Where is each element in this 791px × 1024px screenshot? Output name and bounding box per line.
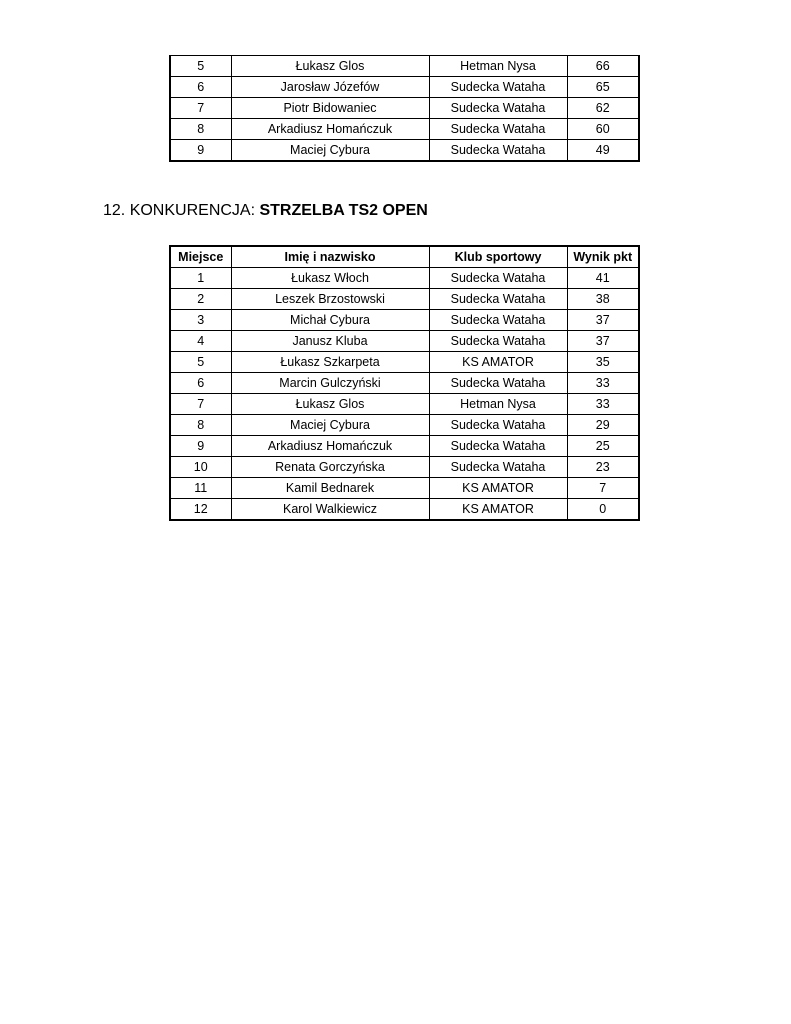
name-cell: Leszek Brzostowski — [231, 289, 429, 310]
name-cell: Łukasz Glos — [231, 394, 429, 415]
club-cell: KS AMATOR — [429, 499, 567, 521]
results-table-body — [170, 268, 639, 521]
place-cell: 9 — [170, 140, 231, 162]
club-cell: Sudecka Wataha — [429, 268, 567, 289]
score-cell: 65 — [567, 77, 639, 98]
section-title — [103, 201, 428, 221]
name-cell: Kamil Bednarek — [231, 478, 429, 499]
header-score: Wynik pkt — [567, 246, 639, 268]
header-club: Klub sportowy — [429, 246, 567, 268]
score-cell: 33 — [567, 394, 639, 415]
table-row — [170, 415, 639, 436]
club-cell: Sudecka Wataha — [429, 310, 567, 331]
club-cell: KS AMATOR — [429, 352, 567, 373]
club-cell: Sudecka Wataha — [429, 415, 567, 436]
score-cell: 23 — [567, 457, 639, 478]
place-cell: 6 — [170, 373, 231, 394]
name-cell: Karol Walkiewicz — [231, 499, 429, 521]
table-row — [170, 499, 639, 521]
score-cell: 35 — [567, 352, 639, 373]
score-cell: 38 — [567, 289, 639, 310]
results-table-previous — [169, 55, 640, 162]
header-name: Imię i nazwisko — [231, 246, 429, 268]
table-row — [170, 140, 639, 162]
score-cell: 25 — [567, 436, 639, 457]
section-title-competition: STRZELBA TS2 OPEN — [259, 202, 428, 219]
club-cell: Sudecka Wataha — [429, 436, 567, 457]
club-cell: Sudecka Wataha — [429, 331, 567, 352]
table-row — [170, 98, 639, 119]
place-cell: 8 — [170, 119, 231, 140]
name-cell: Arkadiusz Homańczuk — [231, 119, 429, 140]
header-place: Miejsce — [170, 246, 231, 268]
club-cell: Sudecka Wataha — [429, 289, 567, 310]
results-table — [169, 245, 640, 521]
table-row — [170, 436, 639, 457]
score-cell: 60 — [567, 119, 639, 140]
name-cell: Jarosław Józefów — [231, 77, 429, 98]
place-cell: 8 — [170, 415, 231, 436]
results-table-header — [170, 246, 639, 268]
score-cell: 62 — [567, 98, 639, 119]
name-cell: Arkadiusz Homańczuk — [231, 436, 429, 457]
name-cell: Maciej Cybura — [231, 415, 429, 436]
score-cell: 0 — [567, 499, 639, 521]
club-cell: Sudecka Wataha — [429, 373, 567, 394]
place-cell: 11 — [170, 478, 231, 499]
club-cell: Sudecka Wataha — [429, 77, 567, 98]
place-cell: 10 — [170, 457, 231, 478]
table-row — [170, 394, 639, 415]
table-row — [170, 310, 639, 331]
place-cell: 1 — [170, 268, 231, 289]
club-cell: Hetman Nysa — [429, 394, 567, 415]
club-cell: Sudecka Wataha — [429, 140, 567, 162]
table-row — [170, 457, 639, 478]
table-row — [170, 77, 639, 98]
name-cell: Piotr Bidowaniec — [231, 98, 429, 119]
score-cell: 7 — [567, 478, 639, 499]
club-cell: Sudecka Wataha — [429, 457, 567, 478]
name-cell: Janusz Kluba — [231, 331, 429, 352]
place-cell: 6 — [170, 77, 231, 98]
place-cell: 12 — [170, 499, 231, 521]
table-row — [170, 478, 639, 499]
name-cell: Łukasz Włoch — [231, 268, 429, 289]
table-row — [170, 56, 639, 77]
results-table-previous-body — [170, 56, 639, 162]
table-row — [170, 373, 639, 394]
place-cell: 7 — [170, 394, 231, 415]
name-cell: Renata Gorczyńska — [231, 457, 429, 478]
name-cell: Łukasz Szkarpeta — [231, 352, 429, 373]
place-cell: 7 — [170, 98, 231, 119]
place-cell: 2 — [170, 289, 231, 310]
header-row — [170, 246, 639, 268]
club-cell: Sudecka Wataha — [429, 98, 567, 119]
name-cell: Marcin Gulczyński — [231, 373, 429, 394]
name-cell: Maciej Cybura — [231, 140, 429, 162]
section-title-prefix: 12. KONKURENCJA: — [103, 202, 260, 219]
score-cell: 66 — [567, 56, 639, 77]
club-cell: Hetman Nysa — [429, 56, 567, 77]
club-cell: Sudecka Wataha — [429, 119, 567, 140]
score-cell: 49 — [567, 140, 639, 162]
score-cell: 29 — [567, 415, 639, 436]
place-cell: 3 — [170, 310, 231, 331]
table-row — [170, 289, 639, 310]
table-row — [170, 352, 639, 373]
place-cell: 5 — [170, 56, 231, 77]
club-cell: KS AMATOR — [429, 478, 567, 499]
place-cell: 4 — [170, 331, 231, 352]
table-row — [170, 331, 639, 352]
place-cell: 5 — [170, 352, 231, 373]
score-cell: 37 — [567, 310, 639, 331]
name-cell: Łukasz Glos — [231, 56, 429, 77]
place-cell: 9 — [170, 436, 231, 457]
table-row — [170, 268, 639, 289]
table-row — [170, 119, 639, 140]
score-cell: 41 — [567, 268, 639, 289]
score-cell: 37 — [567, 331, 639, 352]
name-cell: Michał Cybura — [231, 310, 429, 331]
score-cell: 33 — [567, 373, 639, 394]
